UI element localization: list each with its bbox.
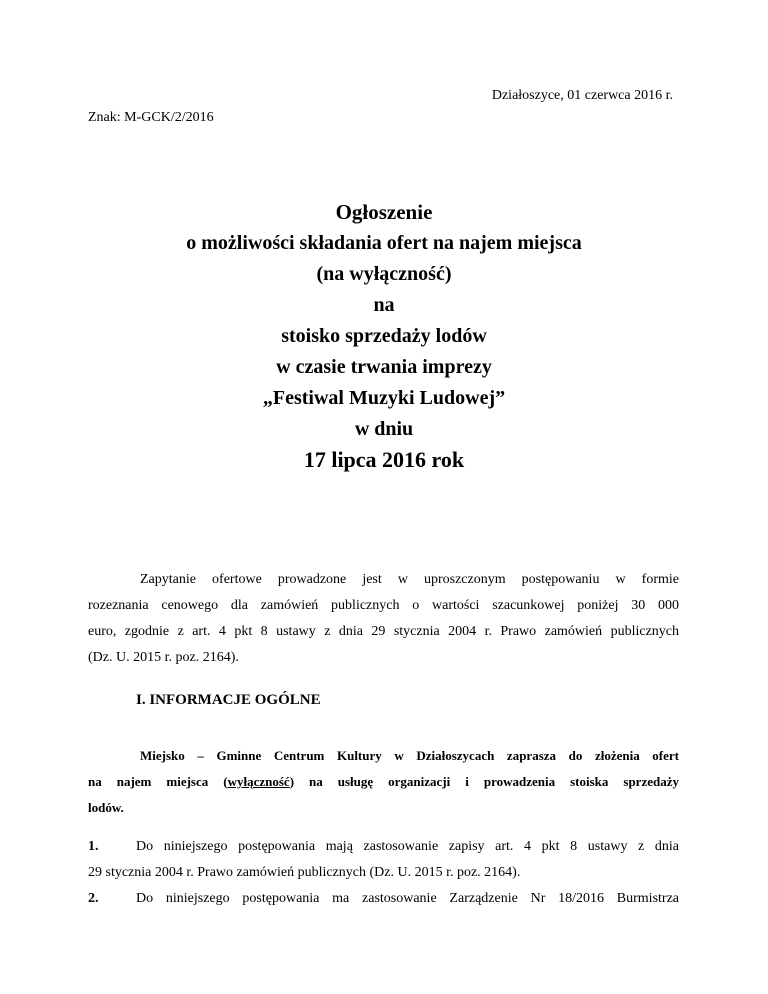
paragraph-line: rozeznania cenowego dla zamówień publicznych o wartości szacunkowej poniżej 30 000 <box>88 598 679 613</box>
paragraph-line: euro, zgodnie z art. 4 pkt 8 ustawy z dnia 29 stycznia 2004 r. Prawo zamówień publicznych <box>88 624 679 639</box>
title-line: na <box>373 294 395 316</box>
item-text-line: Do niniejszego postępowania ma zastosowanie Zarządzenie Nr 18/2016 Burmistrza <box>136 891 679 906</box>
item-number: 1. <box>88 839 99 854</box>
paragraph-line: (Dz. U. 2015 r. poz. 2164). <box>88 650 239 665</box>
paragraph-text: na najem miejsca ( <box>88 774 228 789</box>
title-line: o możliwości składania ofert na najem miejsca <box>186 232 582 254</box>
numbered-list-item <box>88 886 679 912</box>
paragraph-text: ) na usługę organizacji i prowadzenia stoiska sprzedaży <box>289 774 679 789</box>
title-line: Ogłoszenie <box>335 200 433 224</box>
item-text-line: 29 stycznia 2004 r. Prawo zamówień publicznych (Dz. U. 2015 r. poz. 2164). <box>88 865 521 880</box>
paragraph-line: Zapytanie ofertowe prowadzone jest w uproszczonym postępowaniu w formie <box>140 572 679 587</box>
paragraph-line: lodów. <box>88 800 124 815</box>
title-line: w dniu <box>354 418 414 440</box>
paragraph-line: Miejsko – Gminne Centrum Kultury w Działoszycach zaprasza do złożenia ofert <box>140 748 679 763</box>
title-line: „Festiwal Muzyki Ludowej” <box>262 387 506 409</box>
title-date-line: 17 lipca 2016 rok <box>303 447 465 472</box>
title-line: w czasie trwania imprezy <box>276 356 492 378</box>
section-paragraph <box>88 743 679 821</box>
paragraph-line <box>88 769 679 795</box>
title-line: stoisko sprzedaży lodów <box>281 325 487 347</box>
intro-paragraph <box>88 567 679 671</box>
document-reference: Znak: M-GCK/2/2016 <box>88 110 214 125</box>
section-heading: I. INFORMACJE OGÓLNE <box>136 692 321 708</box>
announcement-title <box>0 200 768 479</box>
item-number: 2. <box>88 891 99 906</box>
item-text-line: Do niniejszego postępowania mają zastosowanie zapisy art. 4 pkt 8 ustawy z dnia <box>136 839 679 854</box>
numbered-list-item <box>88 834 679 886</box>
document-date: Działoszyce, 01 czerwca 2016 r. <box>491 88 673 103</box>
underlined-text: wyłączność <box>227 774 290 789</box>
title-line: (na wyłączność) <box>316 263 452 285</box>
